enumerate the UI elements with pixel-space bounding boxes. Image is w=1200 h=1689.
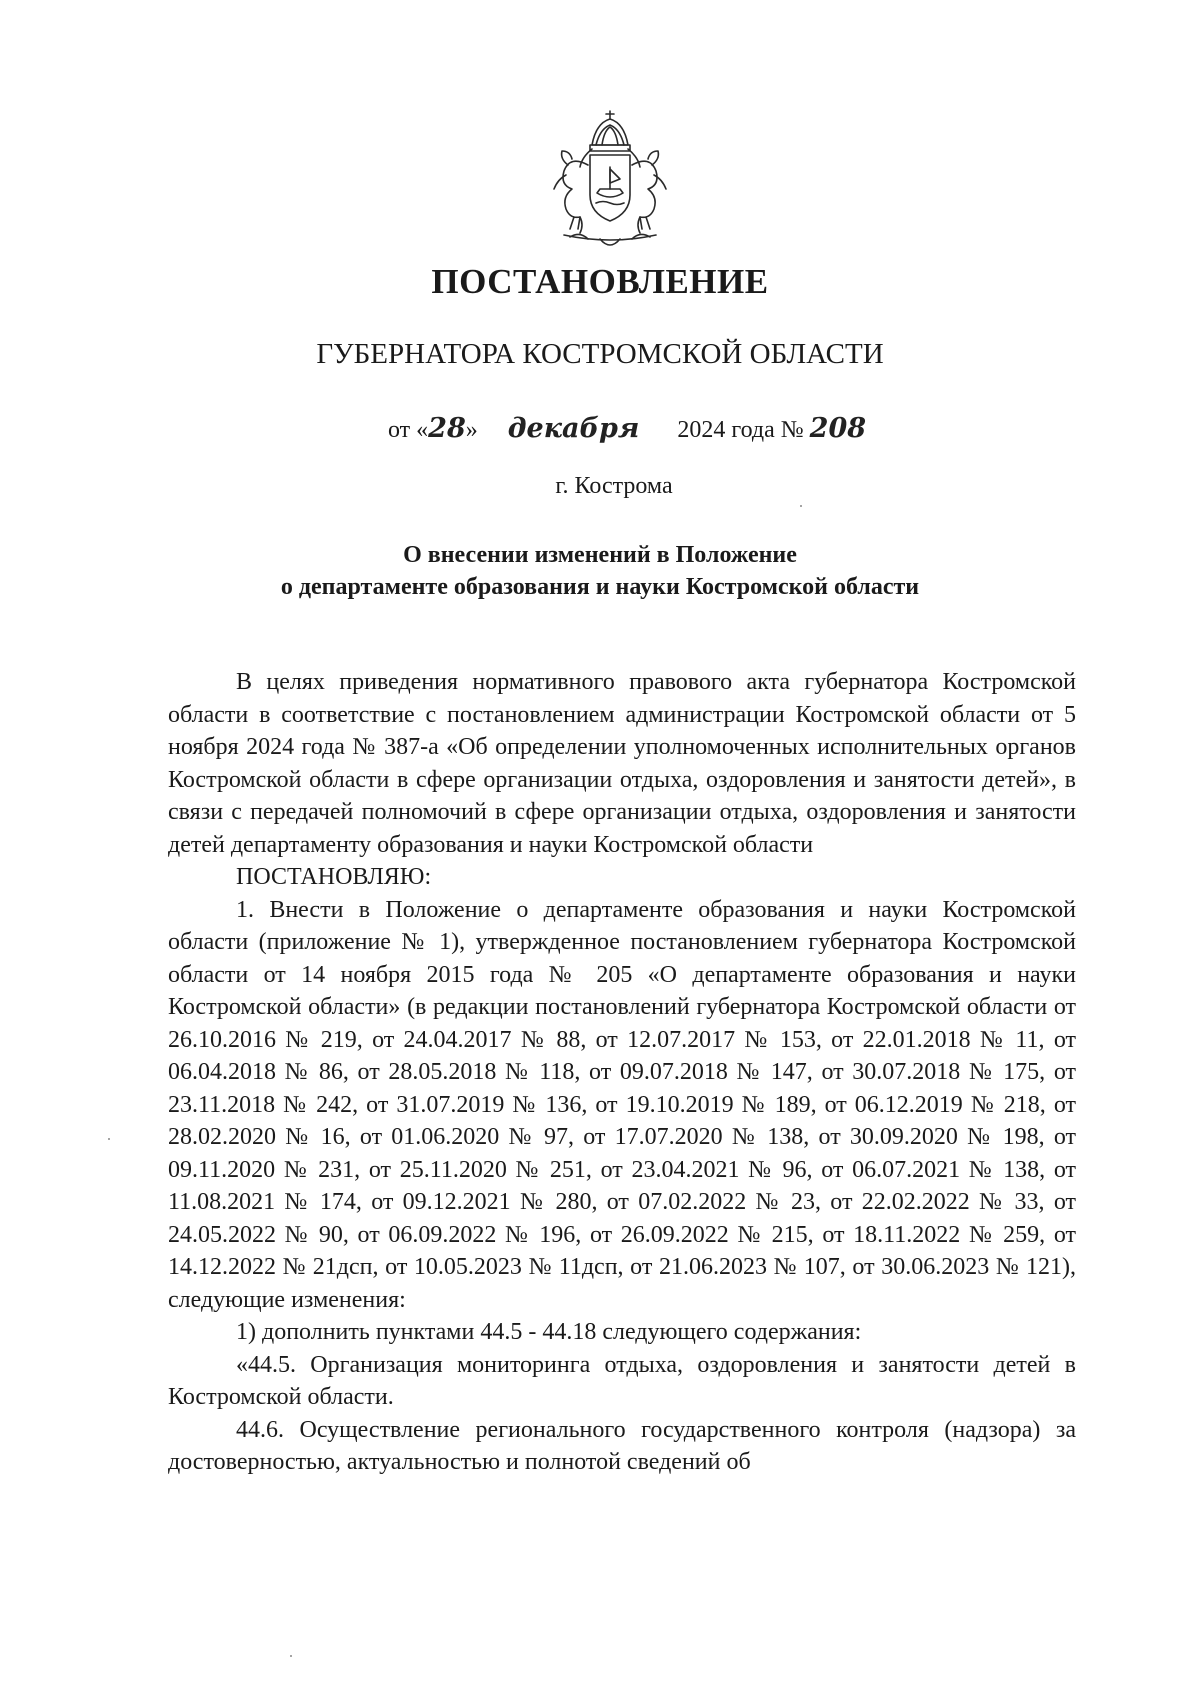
date-day-handwritten: 28: [428, 413, 466, 444]
document-issuer: ГУБЕРНАТОРА КОСТРОМСКОЙ ОБЛАСТИ: [316, 338, 884, 370]
scan-speck: [108, 1138, 110, 1140]
document-heading: [0, 539, 1200, 603]
document-title: ПОСТАНОВЛЕНИЕ: [431, 262, 769, 301]
scan-speck: [800, 505, 802, 507]
date-year: 2024 года №: [677, 417, 804, 443]
date-mid: »: [465, 417, 478, 443]
date-prefix: от «: [388, 417, 429, 443]
document-city: г. Кострома: [555, 473, 673, 499]
paragraph-44-5: «44.5. Организация мониторинга отдыха, оздоровления и занятости детей в Костромской области.: [168, 1351, 1076, 1410]
date-month-handwritten: декабря: [507, 413, 640, 444]
scan-speck: [290, 1655, 292, 1657]
paragraph-item-1: 1. Внести в Положение о департаменте образования и науки Костромской области (приложение № 1), утвержденное постановлением губернатора Костромской области от 14 ноября 2015 года № 205 «О департаменте образования и науки Костромской области» (в редакции постановлений губернатора Костромской области от 26.10.2016 № 219, от 24.04.2017 № 88, от 12.07.2017 № 153, от 22.01.2018 № 11, от 06.04.2018 № 86, от 28.05.2018 № 118, от 09.07.2018 № 147, от 30.07.2018 № 175, от 23.11.2018 № 242, от 31.07.2019 № 136, от 19.10.2019 № 189, от 06.12.2019 № 218, от 28.02.2020 № 16, от 01.06.2020 № 97, от 17.07.2020 № 138, от 30.09.2020 № 198, от 09.11.2020 № 231, от 25.11.2020 № 251, от 23.04.2021 № 96, от 06.07.2021 № 138, от 11.08.2021 № 174, от 09.12.2021 № 280, от 07.02.2022 № 23, от 22.02.2022 № 33, от 24.05.2022 № 90, от 06.09.2022 № 196, от 26.09.2022 № 215, от 18.11.2022 № 259, от 14.12.2022 № 21дсп, от 10.05.2023 № 11дсп, от 21.06.2023 № 107, от 30.06.2023 № 121), следующие изменения:: [168, 896, 1076, 1313]
document-body: [168, 666, 1076, 1479]
paragraph-subitem-1: 1) дополнить пунктами 44.5 - 44.18 следующего содержания:: [236, 1319, 862, 1345]
document-date-line: [388, 413, 866, 444]
heading-line-2: о департаменте образования и науки Костромской области: [280, 574, 920, 600]
paragraph-preamble: В целях приведения нормативного правового акта губернатора Костромской области в соответствие с постановлением администрации Костромской области от 5 ноября 2024 года № 387-а «Об определении уполномоченных исполнительных органов Костромской области в сфере организации отдыха, оздоровления и занятости детей», в связи с передачей полномочий в сфере организации отдыха, оздоровления и занятости детей департаменту образования и науки Костромской области: [168, 669, 1076, 858]
paragraph-decree: ПОСТАНОВЛЯЮ:: [236, 864, 432, 890]
heading-line-1: О внесении изменений в Положение: [403, 542, 797, 568]
coat-of-arms-emblem: [540, 105, 680, 255]
document-number-handwritten: 208: [809, 413, 867, 444]
paragraph-44-6: 44.6. Осуществление регионального государственного контроля (надзора) за достоверностью, актуальностью и полнотой сведений об: [168, 1416, 1076, 1475]
